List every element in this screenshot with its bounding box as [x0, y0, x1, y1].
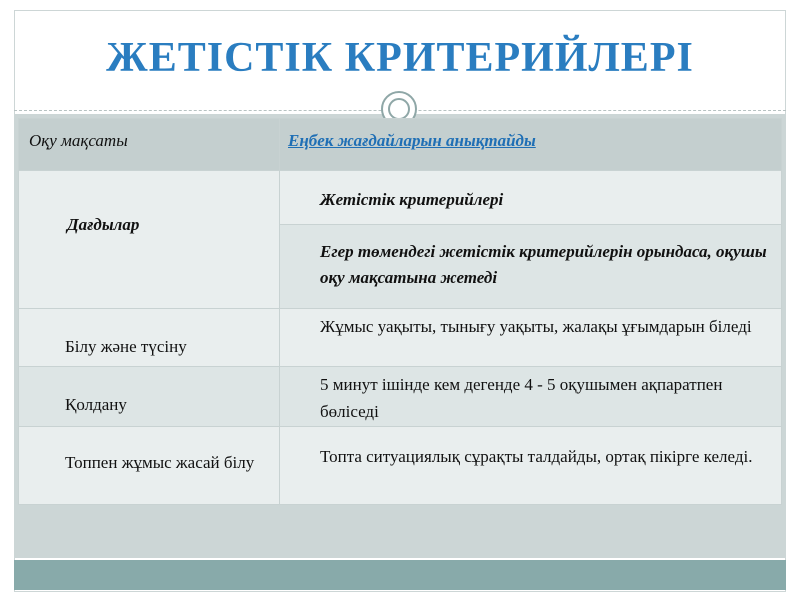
- level-label: Қолдану: [65, 395, 127, 414]
- level-label: Білу және түсіну: [65, 337, 187, 356]
- circle-ornament-inner: [388, 98, 410, 120]
- table-row: [19, 427, 782, 505]
- criteria-title-cell: [280, 171, 782, 225]
- table-header-row: [19, 119, 782, 171]
- learning-objective-label: Оқу мақсаты: [29, 131, 128, 150]
- level-cell: [19, 367, 280, 427]
- criterion-cell: [280, 367, 782, 427]
- level-cell: [19, 427, 280, 505]
- header-left-cell: [19, 119, 280, 171]
- criterion-text: Жұмыс уақыты, тынығу уақыты, жалақы ұғымдарын біледі: [320, 317, 752, 336]
- table-row: [19, 309, 782, 367]
- header-right-cell: [280, 119, 782, 171]
- bottom-band: [14, 560, 786, 590]
- criteria-title: Жетістік критерийлері: [320, 190, 504, 209]
- criterion-text: 5 минут ішінде кем дегенде 4 - 5 оқушымен ақпаратпен бөліседі: [320, 375, 723, 421]
- table-row: [19, 171, 782, 225]
- criteria-table: [18, 118, 782, 505]
- skills-cell: [19, 171, 280, 309]
- level-label: Топпен жұмыс жасай білу: [65, 453, 255, 472]
- criterion-cell: [280, 309, 782, 367]
- slide-title: ЖЕТІСТІК КРИТЕРИЙЛЕРІ: [106, 35, 694, 81]
- criteria-note-cell: [280, 225, 782, 309]
- criterion-cell: [280, 427, 782, 505]
- learning-objective-link[interactable]: Еңбек жағдайларын анықтайды: [288, 131, 536, 150]
- criteria-note: Егер төмендегі жетістік критерийлерін орындаса, оқушы оқу мақсатына жетеді: [320, 242, 767, 287]
- level-cell: [19, 309, 280, 367]
- skills-label: Дағдылар: [67, 215, 140, 234]
- table-row: [19, 367, 782, 427]
- criterion-text: Топта ситуациялық сұрақты талдайды, ортақ пікірге келеді.: [320, 447, 753, 466]
